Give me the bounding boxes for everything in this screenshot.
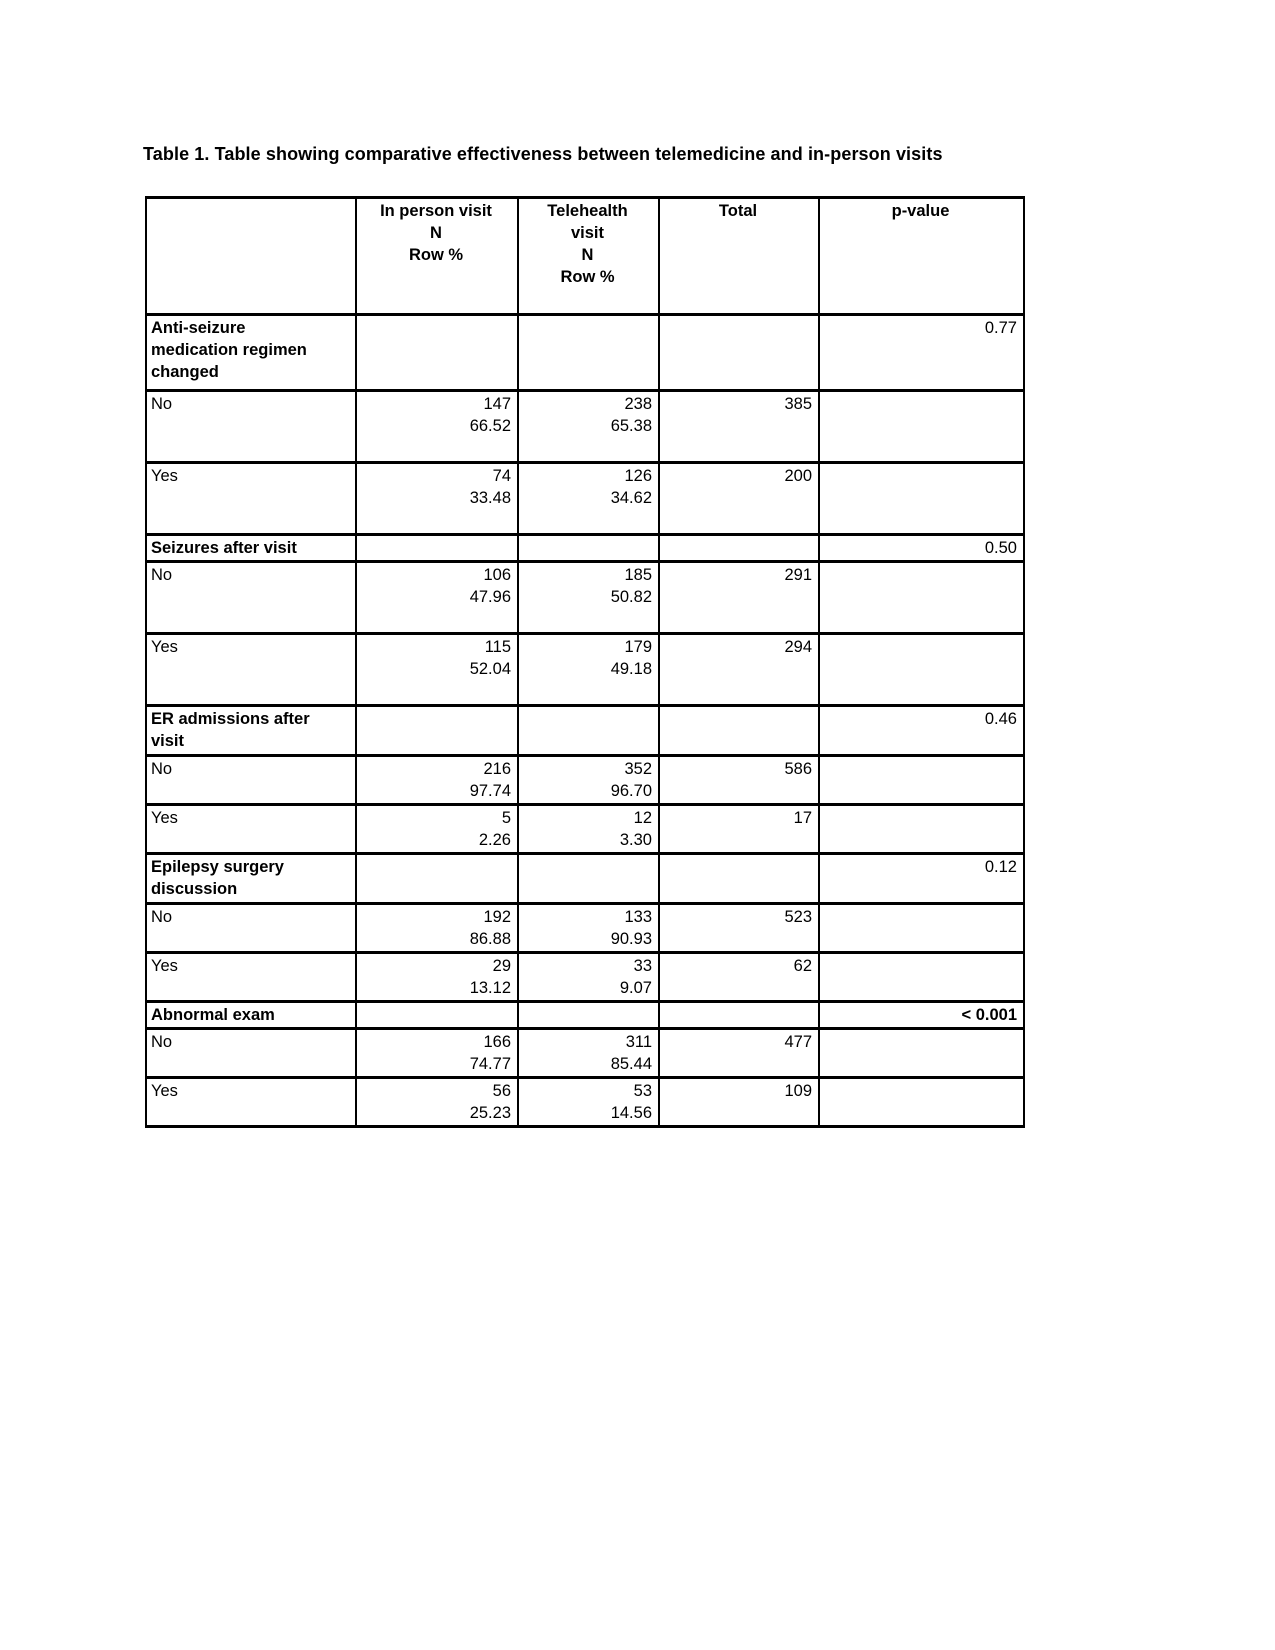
- total-cell: 586: [659, 756, 819, 805]
- in-person-cell: [356, 756, 518, 805]
- empty-cell: [518, 1002, 659, 1029]
- total-cell: 62: [659, 953, 819, 1002]
- telehealth-cell: [518, 634, 659, 706]
- empty-cell: [819, 1078, 1024, 1127]
- pct-value: 9.07: [619, 979, 652, 997]
- empty-cell: [356, 315, 518, 391]
- empty-cell: [819, 634, 1024, 706]
- empty-cell: [659, 854, 819, 904]
- row-label: Yes: [146, 463, 356, 535]
- section-label-line: Epilepsy surgery: [151, 858, 284, 876]
- empty-cell: [518, 315, 659, 391]
- section-label: [146, 535, 356, 562]
- row-label: Yes: [146, 1078, 356, 1127]
- n-value: 238: [624, 395, 652, 413]
- header-empty-cell: [146, 198, 356, 315]
- empty-cell: [659, 535, 819, 562]
- pct-value: 97.74: [469, 782, 511, 800]
- telehealth-cell: [518, 1029, 659, 1078]
- data-row-no: [146, 1029, 1024, 1078]
- empty-cell: [819, 391, 1024, 463]
- in-person-cell: [356, 562, 518, 634]
- empty-cell: [356, 1002, 518, 1029]
- total-cell: 477: [659, 1029, 819, 1078]
- row-label: Yes: [146, 634, 356, 706]
- table-caption: Table 1. Table showing comparative effectiveness between telemedicine and in-person visits: [143, 144, 943, 164]
- empty-cell: [356, 854, 518, 904]
- empty-cell: [518, 706, 659, 756]
- section-row-er-admissions: [146, 706, 1024, 756]
- data-row-yes: [146, 1078, 1024, 1127]
- header-p-value: p-value: [819, 198, 1024, 315]
- row-label: No: [146, 391, 356, 463]
- data-row-yes: [146, 463, 1024, 535]
- header-line: Row %: [560, 268, 615, 286]
- data-row-no: [146, 562, 1024, 634]
- data-row-no: [146, 904, 1024, 953]
- pct-value: 33.48: [469, 489, 511, 507]
- data-row-no: [146, 391, 1024, 463]
- row-label: Yes: [146, 805, 356, 854]
- section-label-line: ER admissions after: [151, 710, 310, 728]
- telehealth-cell: [518, 805, 659, 854]
- pct-value: 2.26: [478, 831, 511, 849]
- empty-cell: [659, 706, 819, 756]
- row-label: No: [146, 904, 356, 953]
- total-cell: 523: [659, 904, 819, 953]
- n-value: 166: [483, 1033, 511, 1051]
- header-line: N: [581, 246, 594, 264]
- header-line: In person visit: [380, 202, 492, 220]
- total-cell: 291: [659, 562, 819, 634]
- total-cell: 385: [659, 391, 819, 463]
- header-line: Telehealth: [547, 202, 628, 220]
- empty-cell: [819, 756, 1024, 805]
- header-line: N: [430, 224, 442, 242]
- telehealth-cell: [518, 1078, 659, 1127]
- n-value: 147: [483, 395, 511, 413]
- n-value: 311: [625, 1033, 652, 1051]
- pct-value: 14.56: [610, 1104, 652, 1122]
- section-label-line: Seizures after visit: [151, 539, 297, 557]
- pct-value: 13.12: [469, 979, 511, 997]
- section-label: [146, 706, 356, 756]
- empty-cell: [518, 535, 659, 562]
- row-label: Yes: [146, 953, 356, 1002]
- row-label: No: [146, 1029, 356, 1078]
- empty-cell: [518, 854, 659, 904]
- n-value: 5: [501, 809, 511, 827]
- n-value: 192: [483, 908, 511, 926]
- empty-cell: [659, 315, 819, 391]
- empty-cell: [659, 1002, 819, 1029]
- section-row-anti-seizure: [146, 315, 1024, 391]
- p-value-cell: 0.50: [819, 535, 1024, 562]
- n-value: 115: [484, 638, 511, 656]
- section-label: [146, 854, 356, 904]
- pct-value: 90.93: [610, 930, 652, 948]
- header-in-person: [356, 198, 518, 315]
- n-value: 33: [633, 957, 652, 975]
- in-person-cell: [356, 1029, 518, 1078]
- section-label-line: discussion: [151, 880, 238, 898]
- telehealth-cell: [518, 904, 659, 953]
- section-label-line: Anti-seizure: [151, 319, 246, 337]
- n-value: 29: [492, 957, 511, 975]
- section-label-line: medication regimen: [151, 341, 307, 359]
- in-person-cell: [356, 904, 518, 953]
- section-label-line: visit: [151, 732, 185, 750]
- empty-cell: [356, 535, 518, 562]
- pct-value: 66.52: [469, 417, 511, 435]
- n-value: 133: [624, 908, 652, 926]
- pct-value: 49.18: [610, 660, 652, 678]
- data-row-no: [146, 756, 1024, 805]
- section-label: [146, 1002, 356, 1029]
- telehealth-cell: [518, 756, 659, 805]
- row-label: No: [146, 756, 356, 805]
- data-row-yes: [146, 953, 1024, 1002]
- pct-value: 25.23: [469, 1104, 511, 1122]
- n-value: 74: [492, 467, 511, 485]
- total-cell: 109: [659, 1078, 819, 1127]
- p-value-cell: < 0.001: [819, 1002, 1024, 1029]
- in-person-cell: [356, 463, 518, 535]
- n-value: 126: [624, 467, 652, 485]
- total-cell: 17: [659, 805, 819, 854]
- pct-value: 52.04: [469, 660, 511, 678]
- n-value: 352: [624, 760, 652, 778]
- in-person-cell: [356, 953, 518, 1002]
- data-row-yes: [146, 805, 1024, 854]
- empty-cell: [819, 1029, 1024, 1078]
- p-value-cell: 0.46: [819, 706, 1024, 756]
- section-label: [146, 315, 356, 391]
- n-value: 53: [633, 1082, 652, 1100]
- row-label: No: [146, 562, 356, 634]
- empty-cell: [819, 562, 1024, 634]
- pct-value: 74.77: [469, 1055, 511, 1073]
- pct-value: 85.44: [610, 1055, 652, 1073]
- header-row: [146, 198, 1024, 315]
- p-value-cell: 0.77: [819, 315, 1024, 391]
- in-person-cell: [356, 391, 518, 463]
- header-line: Row %: [408, 246, 464, 264]
- empty-cell: [819, 904, 1024, 953]
- n-value: 185: [624, 566, 652, 584]
- n-value: 106: [483, 566, 511, 584]
- section-row-abnormal-exam: [146, 1002, 1024, 1029]
- pct-value: 96.70: [610, 782, 652, 800]
- pct-value: 50.82: [610, 588, 652, 606]
- total-cell: 294: [659, 634, 819, 706]
- section-row-epilepsy-surgery: [146, 854, 1024, 904]
- comparative-effectiveness-table: [145, 196, 1025, 1128]
- empty-cell: [819, 953, 1024, 1002]
- pct-value: 47.96: [469, 588, 511, 606]
- p-value-cell: 0.12: [819, 854, 1024, 904]
- empty-cell: [356, 706, 518, 756]
- n-value: 216: [483, 760, 511, 778]
- in-person-cell: [356, 1078, 518, 1127]
- header-telehealth: [518, 198, 659, 315]
- empty-cell: [819, 463, 1024, 535]
- in-person-cell: [356, 634, 518, 706]
- n-value: 12: [633, 809, 652, 827]
- total-cell: 200: [659, 463, 819, 535]
- section-label-line: Abnormal exam: [151, 1006, 275, 1024]
- data-row-yes: [146, 634, 1024, 706]
- n-value: 179: [624, 638, 652, 656]
- telehealth-cell: [518, 953, 659, 1002]
- section-label-line: changed: [151, 363, 219, 381]
- in-person-cell: [356, 805, 518, 854]
- pct-value: 65.38: [610, 417, 652, 435]
- empty-cell: [819, 805, 1024, 854]
- pct-value: 86.88: [469, 930, 511, 948]
- header-total: Total: [659, 198, 819, 315]
- header-line: visit: [570, 224, 605, 242]
- telehealth-cell: [518, 562, 659, 634]
- telehealth-cell: [518, 391, 659, 463]
- n-value: 56: [492, 1082, 511, 1100]
- section-row-seizures: [146, 535, 1024, 562]
- pct-value: 34.62: [610, 489, 652, 507]
- pct-value: 3.30: [619, 831, 652, 849]
- telehealth-cell: [518, 463, 659, 535]
